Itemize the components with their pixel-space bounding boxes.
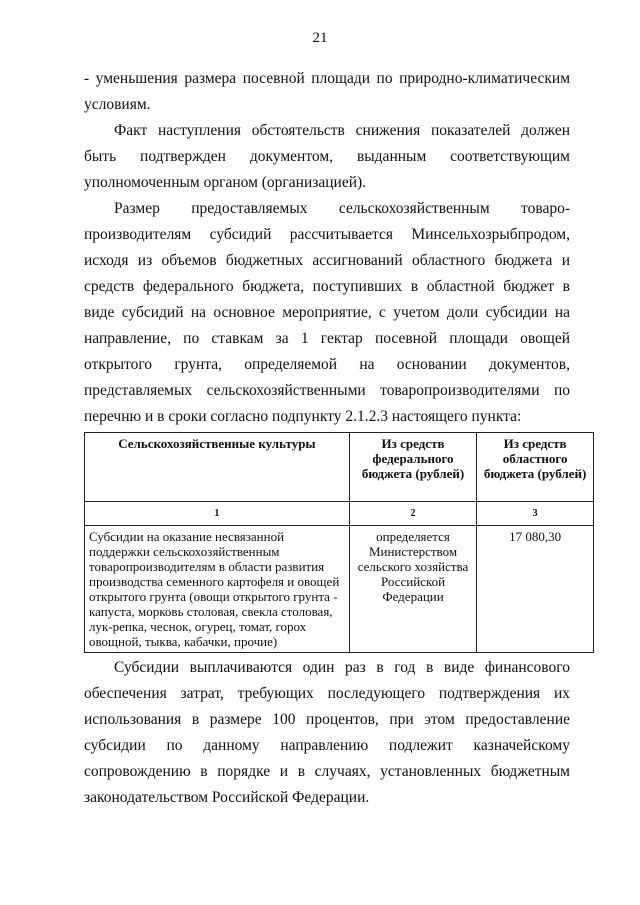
column-number-row bbox=[85, 502, 594, 526]
paragraph-payment-terms: Субсидии выплачиваются один раз в год в виде финансового обеспечения затрат, требующих последующего подтверждения их использования в размере 100 процентов, при этом предоставление субсидии по данному направлению подлежит казначейскому сопровождению в порядке и в случаях, установленных бюджетным законодательством Российской Федерации. bbox=[84, 659, 570, 806]
table-row bbox=[85, 526, 594, 653]
paragraph-subsidy-calculation: Размер предоставляемых сельскохозяйственным товаро-производителям субсидий рассчитывается Минсельхозрыбпродом, исходя из объемов бюджетных ассигнований областного бюджета и средств федерального бюджета, поступивших в областной бюджет в виде субсидий на основное мероприятие, с учетом доли субсидии на направление, по ставкам за 1 гектар посевной площади овощей открытого грунта, определяемой на основании документов, представляемых сельскохозяйственными товаропроизводителями по перечню и в сроки согласно подпункту 2.1.2.3 настоящего пункта: bbox=[84, 200, 570, 425]
paragraph-confirmation: Факт наступления обстоятельств снижения показателей должен быть подтвержден документом, выданным соответствующим уполномоченным органом (организацией). bbox=[84, 122, 570, 191]
header-federal-budget: Из средств федерального бюджета (рублей) bbox=[349, 433, 476, 502]
cell-federal: определяется Министерством сельского хозяйства Российской Федерации bbox=[349, 526, 476, 653]
paragraph-area-reduction: - уменьшения размера посевной площади по природно-климатическим условиям. bbox=[84, 70, 570, 113]
column-number: 3 bbox=[477, 502, 594, 526]
cell-regional: 17 080,30 bbox=[477, 526, 594, 653]
header-regional-budget: Из средств областного бюджета (рублей) bbox=[477, 433, 594, 502]
page-number: 21 bbox=[312, 30, 328, 46]
table-header-row bbox=[85, 433, 594, 502]
cell-crop: Субсидии на оказание несвязанной поддержки сельскохозяйственным товаропроизводителям в области развития производства семенного картофеля и овощей открытого грунта (овощи открытого грунта - капуста, морковь столовая, свекла столовая, лук-репка, чеснок, огурец, томат, горох овощной, тыква, кабачки, прочие) bbox=[85, 526, 350, 653]
header-crops: Сельскохозяйственные культуры bbox=[85, 433, 350, 502]
subsidy-table bbox=[84, 432, 594, 653]
column-number: 1 bbox=[85, 502, 350, 526]
column-number: 2 bbox=[349, 502, 476, 526]
